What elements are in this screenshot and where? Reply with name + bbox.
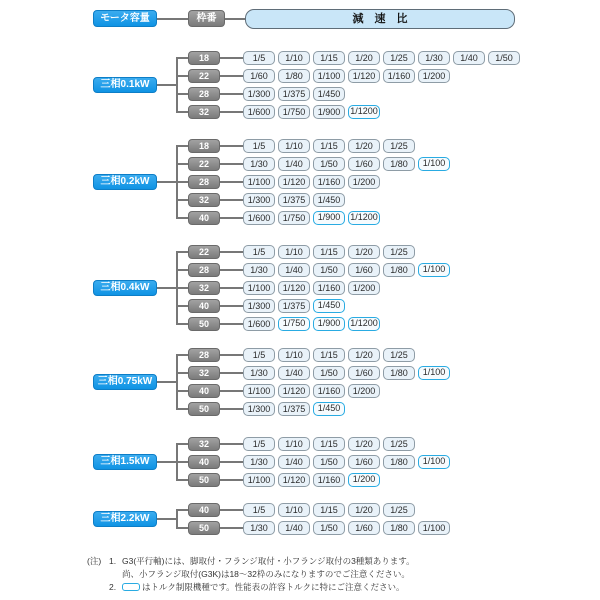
ratio-box: 1/80 [383,366,415,380]
ratio-box-torque-limited: 1/200 [348,473,380,487]
frame-number-box: 50 [188,317,220,331]
ratio-box: 1/30 [243,157,275,171]
connector-line [220,199,243,201]
ratio-box: 1/30 [243,263,275,277]
ratio-box: 1/300 [243,87,275,101]
ratio-box: 1/50 [488,51,520,65]
connector-line [176,199,188,201]
ratio-box: 1/50 [313,366,345,380]
motor-capacity-label: 三相0.1kW [93,77,157,93]
frame-number-box: 32 [188,366,220,380]
connector-line [176,479,188,481]
frame-number-box: 40 [188,211,220,225]
frame-number-box: 22 [188,157,220,171]
connector-line [176,75,188,77]
connector-line [225,18,245,20]
ratio-box: 1/160 [313,473,345,487]
connector-line [176,443,188,445]
ratio-box: 1/900 [313,105,345,119]
ratio-box-torque-limited: 1/900 [313,211,345,225]
connector-line [176,305,188,307]
connector-line [220,75,243,77]
ratio-box: 1/15 [313,437,345,451]
ratio-box: 1/600 [243,317,275,331]
connector-line [176,287,188,289]
ratio-box: 1/40 [278,263,310,277]
ratio-box-torque-limited: 1/750 [278,317,310,331]
frame-number-box: 28 [188,87,220,101]
ratio-box-torque-limited: 1/450 [313,299,345,313]
connector-line [176,57,188,59]
ratio-box: 1/15 [313,245,345,259]
connector-line [176,323,188,325]
connector-line [157,84,178,86]
connector-line [176,461,188,463]
ratio-box: 1/100 [243,384,275,398]
motor-capacity-label: 三相2.2kW [93,511,157,527]
ratio-box: 1/375 [278,299,310,313]
ratio-box: 1/200 [418,69,450,83]
ratio-box: 1/30 [418,51,450,65]
frame-number-box: 32 [188,105,220,119]
ratio-box: 1/300 [243,299,275,313]
note-2-text [122,581,557,594]
connector-line [176,145,188,147]
ratio-box: 1/600 [243,105,275,119]
ratio-box: 1/20 [348,437,380,451]
frame-number-box: 28 [188,175,220,189]
connector-line [157,181,178,183]
ratio-box: 1/750 [278,211,310,225]
ratio-box: 1/20 [348,348,380,362]
ratio-box: 1/60 [348,157,380,171]
ratio-box: 1/60 [348,366,380,380]
connector-line [176,111,188,113]
note-1-number: 1. [109,556,117,566]
ratio-box: 1/120 [278,281,310,295]
connector-line [220,527,243,529]
frame-number-box: 50 [188,521,220,535]
frame-number-box: 40 [188,503,220,517]
ratio-box: 1/40 [278,366,310,380]
ratio-box: 1/20 [348,245,380,259]
ratio-box: 1/100 [243,175,275,189]
ratio-box: 1/300 [243,193,275,207]
motor-capacity-label: 三相0.75kW [93,374,157,390]
connector-line [157,518,178,520]
connector-line [220,408,243,410]
connector-line [220,461,243,463]
ratio-box: 1/40 [278,455,310,469]
ratio-box: 1/80 [383,263,415,277]
motor-capacity-label: 三相0.4kW [93,280,157,296]
connector-line [157,287,178,289]
ratio-box: 1/15 [313,503,345,517]
torque-limited-sample-box [122,583,140,591]
frame-number-box: 22 [188,69,220,83]
ratio-box: 1/375 [278,193,310,207]
frame-number-box: 50 [188,473,220,487]
ratio-box: 1/60 [348,263,380,277]
connector-line [220,479,243,481]
connector-line [220,217,243,219]
frame-number-box: 18 [188,51,220,65]
connector-line [220,111,243,113]
ratio-box: 1/10 [278,503,310,517]
ratio-box-torque-limited: 1/1200 [348,211,380,225]
motor-capacity-label: 三相1.5kW [93,454,157,470]
ratio-box: 1/100 [243,281,275,295]
frame-number-box: 32 [188,281,220,295]
connector-line [176,181,188,183]
ratio-box: 1/50 [313,263,345,277]
connector-line [157,18,188,20]
ratio-box: 1/40 [278,157,310,171]
note-2-label: はトルク制限機種です。性能表の許容トルクに特にご注意ください。 [142,582,405,592]
ratio-box: 1/160 [313,384,345,398]
ratio-box: 1/80 [383,455,415,469]
connector-line [176,93,188,95]
header-reduction-ratio: 減 速 比 [245,9,515,29]
ratio-box: 1/200 [348,384,380,398]
frame-number-box: 28 [188,263,220,277]
ratio-box: 1/20 [348,503,380,517]
connector-line [220,251,243,253]
ratio-box-torque-limited: 1/100 [418,157,450,171]
frame-number-box: 32 [188,193,220,207]
connector-line [176,163,188,165]
connector-line [176,354,188,356]
ratio-box: 1/60 [348,455,380,469]
connector-line [176,269,188,271]
connector-line [220,163,243,165]
notes [87,555,557,594]
ratio-box: 1/160 [383,69,415,83]
ratio-box: 1/450 [313,193,345,207]
ratio-box: 1/100 [313,69,345,83]
ratio-box: 1/120 [348,69,380,83]
connector-line [220,57,243,59]
ratio-box: 1/5 [243,437,275,451]
ratio-box: 1/25 [383,503,415,517]
ratio-box: 1/200 [348,281,380,295]
ratio-box: 1/80 [278,69,310,83]
frame-number-box: 28 [188,348,220,362]
ratio-box: 1/25 [383,139,415,153]
note-prefix: (注) [87,556,102,566]
ratio-box: 1/40 [453,51,485,65]
ratio-box: 1/10 [278,348,310,362]
ratio-box: 1/450 [313,87,345,101]
connector-line [220,181,243,183]
ratio-box-torque-limited: 1/1200 [348,317,380,331]
connector-line [157,461,178,463]
ratio-box: 1/200 [348,175,380,189]
header-motor-capacity: モータ容量 [93,10,157,27]
ratio-box: 1/10 [278,245,310,259]
ratio-box: 1/5 [243,245,275,259]
motor-capacity-label: 三相0.2kW [93,174,157,190]
ratio-box: 1/10 [278,437,310,451]
frame-number-box: 50 [188,402,220,416]
ratio-box-torque-limited: 1/1200 [348,105,380,119]
ratio-box: 1/15 [313,348,345,362]
ratio-box: 1/120 [278,384,310,398]
ratio-box: 1/10 [278,139,310,153]
connector-line [176,217,188,219]
ratio-box-torque-limited: 1/450 [313,402,345,416]
ratio-box-torque-limited: 1/900 [313,317,345,331]
connector-line [220,372,243,374]
connector-line [176,527,188,529]
ratio-box: 1/20 [348,139,380,153]
ratio-box-torque-limited: 1/100 [418,455,450,469]
frame-number-box: 40 [188,455,220,469]
frame-number-box: 18 [188,139,220,153]
connector-line [220,269,243,271]
ratio-box: 1/60 [348,521,380,535]
ratio-box: 1/600 [243,211,275,225]
connector-line [176,390,188,392]
header-frame-number: 枠番 [188,10,225,27]
ratio-box: 1/60 [243,69,275,83]
ratio-box: 1/20 [348,51,380,65]
ratio-box: 1/30 [243,366,275,380]
ratio-box: 1/25 [383,437,415,451]
ratio-box: 1/50 [313,455,345,469]
ratio-box: 1/15 [313,51,345,65]
ratio-box: 1/160 [313,281,345,295]
ratio-box: 1/375 [278,87,310,101]
connector-line [220,354,243,356]
ratio-box: 1/30 [243,455,275,469]
ratio-box: 1/5 [243,503,275,517]
note-1-line2: 尚、小フランジ取付(G3K)は18～32枠のみになりますのでご注意ください。 [122,569,410,579]
connector-line [220,390,243,392]
connector-line [220,509,243,511]
ratio-box: 1/5 [243,139,275,153]
ratio-box: 1/5 [243,51,275,65]
ratio-box: 1/50 [313,157,345,171]
ratio-box: 1/25 [383,51,415,65]
ratio-box: 1/25 [383,245,415,259]
ratio-box: 1/100 [243,473,275,487]
ratio-box: 1/80 [383,521,415,535]
connector-line [176,408,188,410]
connector-line [220,443,243,445]
connector-line [220,145,243,147]
ratio-box: 1/10 [278,51,310,65]
ratio-box-torque-limited: 1/100 [418,366,450,380]
note-2-number: 2. [109,582,117,592]
ratio-box: 1/25 [383,348,415,362]
connector-line [176,372,188,374]
connector-line [176,251,188,253]
connector-line [220,93,243,95]
frame-number-box: 40 [188,384,220,398]
connector-line [176,509,188,511]
ratio-box: 1/80 [383,157,415,171]
frame-number-box: 40 [188,299,220,313]
ratio-box: 1/40 [278,521,310,535]
ratio-box: 1/120 [278,175,310,189]
ratio-box: 1/30 [243,521,275,535]
ratio-box: 1/375 [278,402,310,416]
ratio-box-torque-limited: 1/100 [418,263,450,277]
ratio-box: 1/300 [243,402,275,416]
ratio-box: 1/750 [278,105,310,119]
ratio-box: 1/120 [278,473,310,487]
frame-number-box: 22 [188,245,220,259]
note-1-line1: G3(平行軸)には、脚取付・フランジ取付・小フランジ取付の3種類あります。 [122,556,415,566]
connector-line [220,323,243,325]
connector-line [157,381,178,383]
connector-line [220,287,243,289]
ratio-box: 1/160 [313,175,345,189]
ratio-box: 1/5 [243,348,275,362]
connector-line [220,305,243,307]
frame-number-box: 32 [188,437,220,451]
ratio-box: 1/15 [313,139,345,153]
ratio-box: 1/100 [418,521,450,535]
ratio-box: 1/50 [313,521,345,535]
